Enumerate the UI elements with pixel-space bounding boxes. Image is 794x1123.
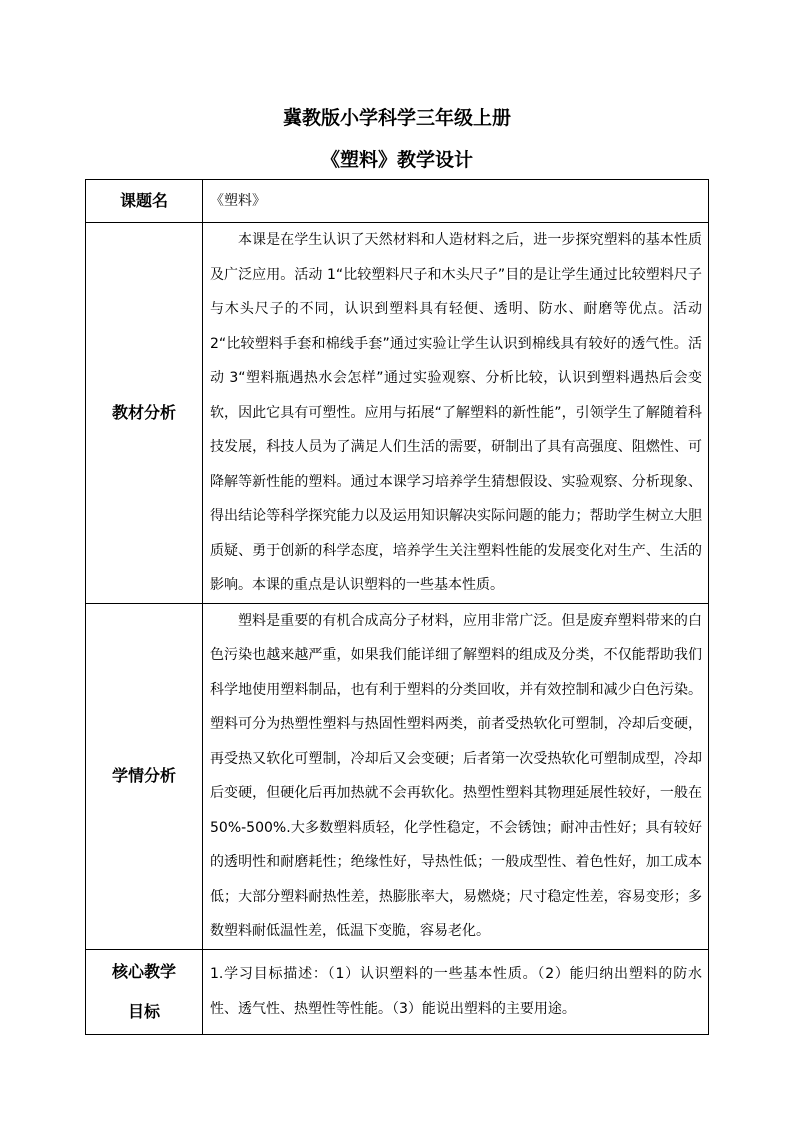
document-title: 冀教版小学科学三年级上册 — [282, 107, 511, 129]
material-analysis-text: 本课是在学生认识了天然材料和人造材料之后，进一步探究塑料的基本性质及广泛应用。活动 1“比较塑料尺子和木头尺子”目的是让学生通过比较塑料尺子与木头尺子的不同，认识到塑料具有轻便、透明、防水、耐磨等优点。活动 2“比较塑料手套和棉线手套”通过实验让学生认识到棉线具有较好的透气性。活动 3“塑料瓶遇热水会怎样”通过实验观察、分析比较，认识到塑料遇热后会变软，因此它具有可塑性。应用与拓展“了解塑料的新性能”，引领学生了解随着科技发展，科技人员为了满足人们生活的需要，研制出了具有高强度、阻燃性、可降解等新性能的塑料。通过本课学习培养学生猜想假设、实验观察、分析现象、得出结论等科学探究能力以及运用知识解决实际问题的能力；帮助学生树立大胆质疑、勇于创新的科学态度，培养学生关注塑料性能的发展变化对生产、生活的影响。本课的重点是认识塑料的一些基本性质。 — [210, 232, 702, 593]
core-goals-text: 1.学习目标描述：（1）认识塑料的一些基本性质。（2）能归纳出塑料的防水性、透气性、热塑性等性能。（3）能说出塑料的主要用途。 — [203, 949, 709, 1034]
topic-label: 课题名 — [86, 180, 203, 223]
learner-analysis-cell — [203, 603, 709, 949]
core-goals-label-line1: 核心教学 — [111, 961, 176, 981]
document-subtitle: 《塑料》教学设计 — [320, 149, 473, 171]
core-goals-label — [86, 949, 203, 1034]
lesson-plan-table — [85, 179, 709, 1035]
material-analysis-label: 教材分析 — [86, 223, 203, 604]
core-goals-label-line2: 目标 — [127, 1001, 160, 1021]
topic-value: 《塑料》 — [203, 180, 709, 223]
learner-analysis-text: 塑料是重要的有机合成高分子材料，应用非常广泛。但是废弃塑料带来的白色污染也越来越严重，如果我们能详细了解塑料的组成及分类，不仅能帮助我们科学地使用塑料制品，也有利于塑料的分类回收，并有效控制和减少白色污染。塑料可分为热塑性塑料与热固性塑料两类，前者受热软化可塑制，冷却后变硬，再受热又软化可塑制，冷却后又会变硬；后者第一次受热软化可塑制成型，冷却后变硬，但硬化后再加热就不会再软化。热塑性塑料其物理延展性较好，一般在 50%-500%.大多数塑料质轻，化学性稳定，不会锈蚀；耐冲击性好；具有较好的透明性和耐磨耗性；绝缘性好，导热性低；一般成型性、着色性好，加工成本低；大部分塑料耐热性差，热膨胀率大，易燃烧；尺寸稳定性差，容易变形；多数塑料耐低温性差，低温下变脆，容易老化。 — [210, 612, 702, 939]
table-row-core-goals — [86, 949, 709, 1034]
table-row-topic — [86, 180, 709, 223]
table-row-material-analysis — [86, 223, 709, 604]
table-row-learner-analysis — [86, 603, 709, 949]
material-analysis-cell — [203, 223, 709, 604]
learner-analysis-label: 学情分析 — [86, 603, 203, 949]
